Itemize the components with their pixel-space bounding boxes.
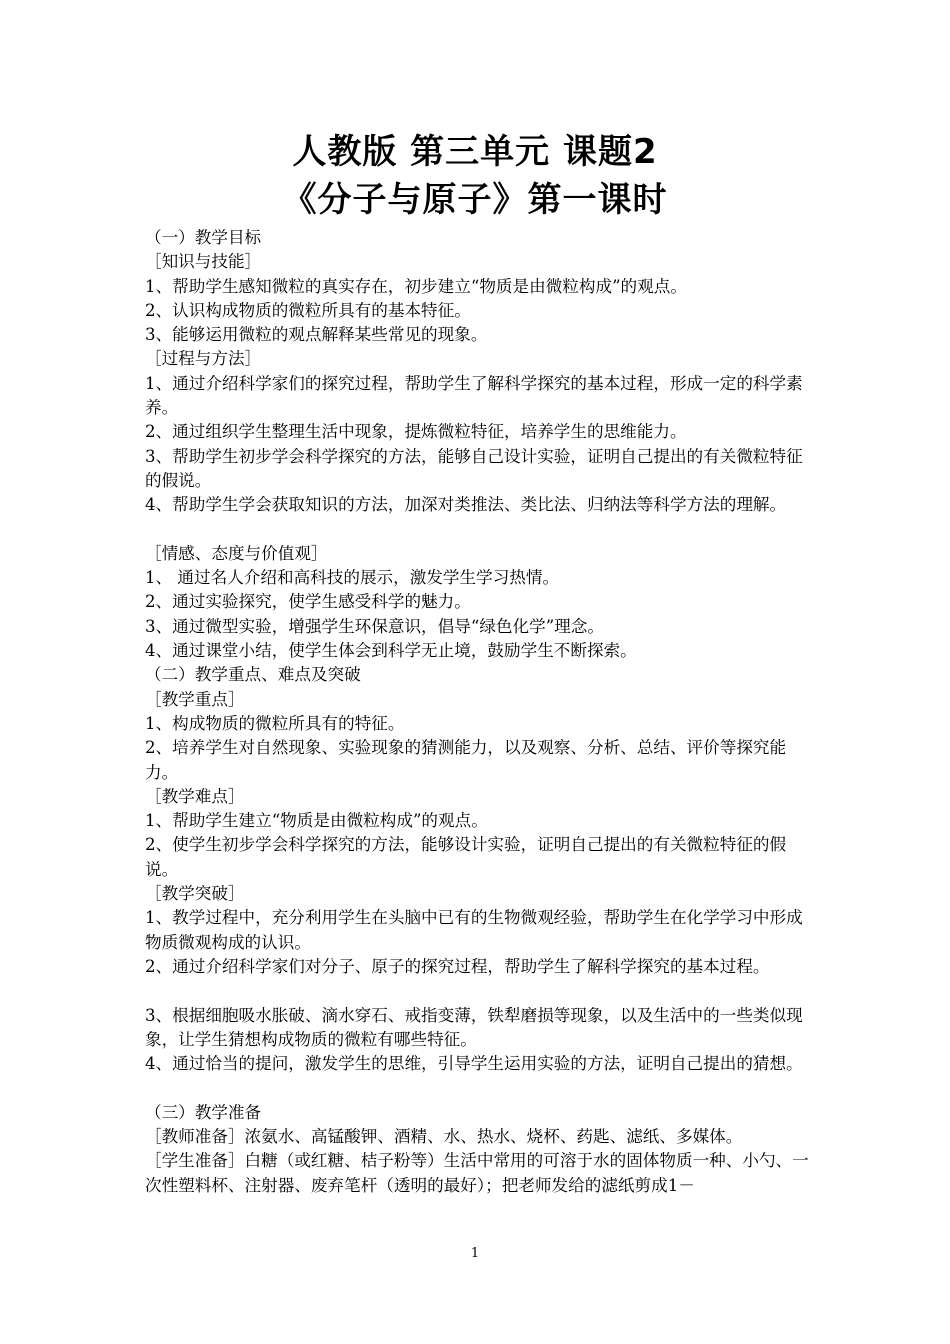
subheading-teaching-breakthrough: ［教学突破］ — [145, 884, 245, 904]
text-line: 1、构成物质的微粒所具有的特征。 — [145, 713, 405, 733]
document-title-line-1: 人教版 第三单元 课题2 — [292, 132, 658, 172]
text-line: 3、帮助学生初步学会科学探究的方法，能够自己设计实验，证明自己提出的有关微粒特征的假说。 — [145, 446, 803, 490]
text-line: 1、通过介绍科学家们的探究过程，帮助学生了解科学探究的基本过程，形成一定的科学素养。 — [145, 373, 803, 418]
text-line: 2、通过组织学生整理生活中现象，提炼微粒特征，培养学生的思维能力。 — [145, 422, 687, 442]
text-line: 1、帮助学生感知微粒的真实存在，初步建立“物质是由微粒构成”的观点。 — [145, 276, 687, 296]
text-line: 3、根据细胞吸水胀破、滴水穿石、戒指变薄，铁犁磨损等现象，以及生活中的一些类似现象，让学生猜想构成物质的微粒有哪些特征。 — [145, 1005, 803, 1049]
text-line: 2、培养学生对自然现象、实验现象的猜测能力，以及观察、分析、总结、评价等探究能力。 — [145, 738, 787, 782]
text-line: 1、帮助学生建立“物质是由微粒构成”的观点。 — [145, 811, 488, 831]
text-line: 3、能够运用微粒的观点解释某些常见的现象。 — [145, 325, 488, 345]
text-line: 2、通过实验探究，使学生感受科学的魅力。 — [145, 592, 471, 612]
subheading-teaching-focus: ［教学重点］ — [145, 689, 245, 709]
text-line: 1、 通过名人介绍和高科技的展示，激发学生学习热情。 — [145, 568, 560, 588]
subheading-knowledge-skills: ［知识与技能］ — [145, 252, 262, 272]
document-body — [145, 226, 815, 1198]
section-heading-preparation: （三）教学准备 — [145, 1102, 262, 1122]
subheading-process-methods: ［过程与方法］ — [145, 349, 262, 369]
text-line: 4、通过课堂小结，使学生体会到科学无止境，鼓励学生不断探索。 — [145, 641, 637, 661]
text-line: ［教师准备］浓氨水、高锰酸钾、酒精、水、热水、烧杯、药匙、滤纸、多媒体。 — [145, 1126, 743, 1146]
text-line: 3、通过微型实验，增强学生环保意识，倡导“绿色化学”理念。 — [145, 616, 604, 636]
section-heading-key-points: （二）教学重点、难点及突破 — [145, 665, 361, 685]
text-line: 2、通过介绍科学家们对分子、原子的探究过程，帮助学生了解科学探究的基本过程。 — [145, 956, 770, 976]
text-line: 2、使学生初步学会科学探究的方法，能够设计实验，证明自己提出的有关微粒特征的假说。 — [145, 835, 787, 879]
document-title-line-2: 《分子与原子》第一课时 — [282, 180, 668, 220]
page-number: 1 — [470, 1246, 480, 1261]
text-line: 1、教学过程中，充分利用学生在头脑中已有的生物微观经验，帮助学生在化学学习中形成物质微观构成的认识。 — [145, 908, 803, 952]
text-line: ［学生准备］白糖（或红糖、桔子粉等）生活中常用的可溶于水的固体物质一种、小勺、一次性塑料杯、注射器、废弃笔杆（透明的最好）；把老师发给的滤纸剪成1－ — [145, 1151, 809, 1195]
subheading-teaching-difficulties: ［教学难点］ — [145, 786, 245, 806]
text-line: 4、通过恰当的提问，激发学生的思维，引导学生运用实验的方法，证明自己提出的猜想。 — [145, 1054, 803, 1074]
subheading-attitudes-values: ［情感、态度与价值观］ — [145, 543, 328, 563]
text-line: 4、帮助学生学会获取知识的方法，加深对类推法、类比法、归纳法等科学方法的理解。 — [145, 495, 787, 515]
section-heading-objectives: （一）教学目标 — [145, 228, 262, 247]
text-line: 2、认识构成物质的微粒所具有的基本特征。 — [145, 300, 471, 320]
